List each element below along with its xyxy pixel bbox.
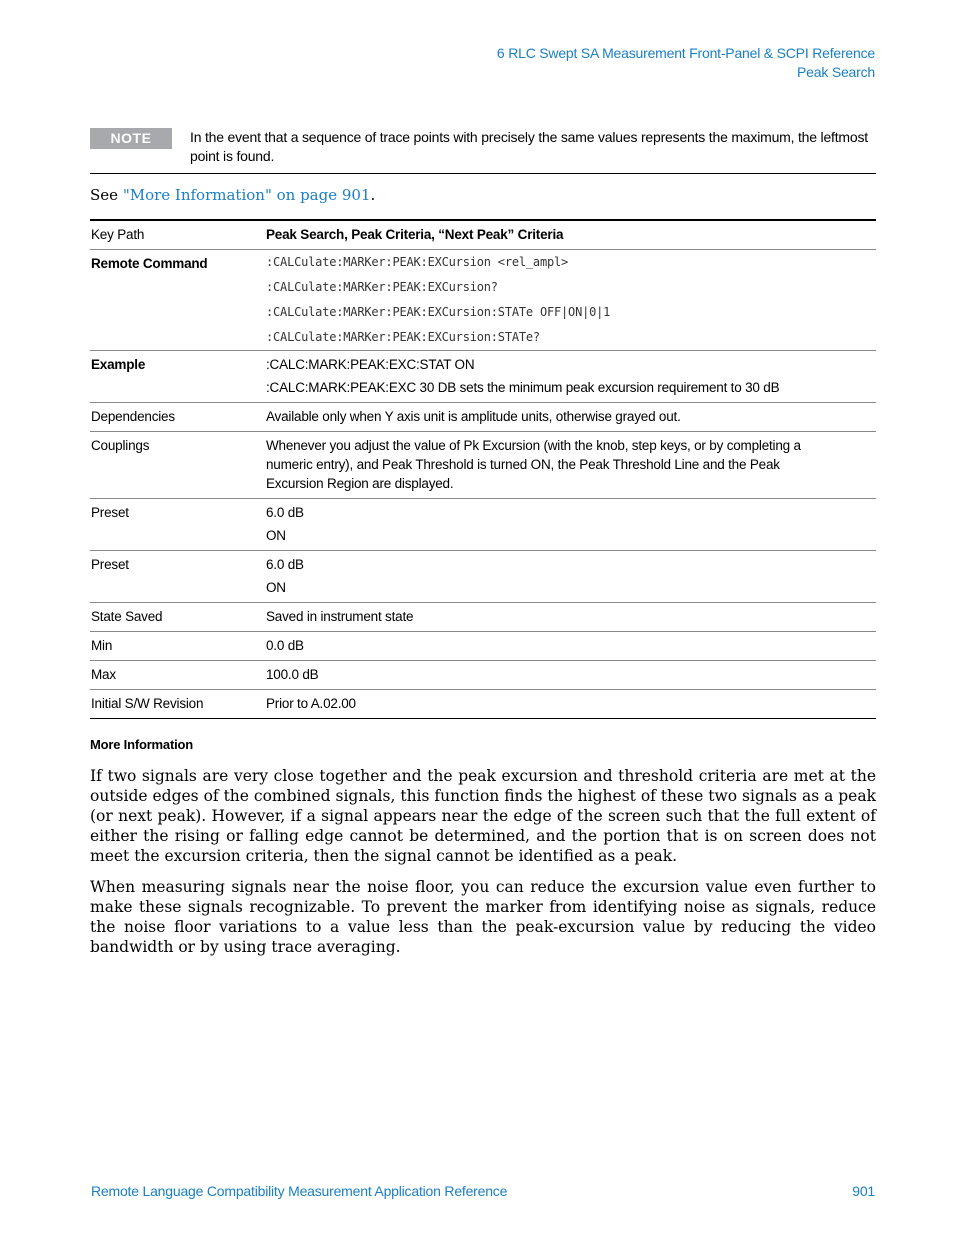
page-footer bbox=[91, 1182, 875, 1201]
footer-title: Remote Language Compatibility Measurement Application Reference bbox=[91, 1183, 508, 1199]
see-reference bbox=[90, 185, 375, 205]
table-row bbox=[90, 603, 876, 632]
example-line: :CALC:MARK:PEAK:EXC:STAT ON bbox=[266, 357, 475, 372]
row-label: State Saved bbox=[90, 603, 265, 632]
page-number: 901 bbox=[852, 1183, 875, 1199]
row-label: Dependencies bbox=[90, 403, 265, 432]
table-row bbox=[90, 403, 876, 432]
note-badge: NOTE bbox=[90, 128, 172, 149]
preset-value: ON bbox=[266, 580, 286, 595]
row-label: Preset bbox=[90, 551, 265, 603]
body-paragraph: When measuring signals near the noise floor, you can reduce the excursion value even further to make these signals recognizable. To prevent the marker from identifying noise as signals, reduce the noise floor variations to a value less than the peak-excursion value by reducing the video bandwidth or by using trace averaging. bbox=[90, 878, 876, 956]
scpi-command: :CALCulate:MARKer:PEAK:EXCursion:STATe? bbox=[266, 330, 540, 344]
preset-value: 6.0 dB bbox=[266, 557, 304, 572]
table-row bbox=[90, 250, 876, 351]
table-row bbox=[90, 632, 876, 661]
row-label: Initial S/W Revision bbox=[91, 696, 204, 711]
example-line: :CALC:MARK:PEAK:EXC 30 DB sets the minimum peak excursion requirement to 30 dB bbox=[266, 380, 780, 395]
table-row bbox=[90, 551, 876, 603]
scpi-command: :CALCulate:MARKer:PEAK:EXCursion <rel_ampl> bbox=[266, 255, 569, 269]
state-saved-value: Saved in instrument state bbox=[265, 603, 876, 632]
min-value: 0.0 dB bbox=[265, 632, 876, 661]
row-label: Couplings bbox=[90, 432, 265, 499]
row-label: Remote Command bbox=[90, 250, 265, 351]
preset-value: ON bbox=[266, 528, 286, 543]
note-text: In the event that a sequence of trace points with precisely the same values represents the maximum, the leftmost point is found. bbox=[190, 129, 868, 164]
table-row bbox=[90, 661, 876, 690]
running-header bbox=[497, 44, 875, 82]
table-row bbox=[90, 220, 876, 250]
more-information-link[interactable]: "More Information" on page 901 bbox=[122, 186, 371, 204]
table-row bbox=[90, 499, 876, 551]
table-row bbox=[90, 351, 876, 403]
max-value: 100.0 dB bbox=[265, 661, 876, 690]
body-paragraph: If two signals are very close together and the peak excursion and threshold criteria are met at the outside edges of the combined signals, this function finds the highest of these two signals as a peak (or next peak). However, if a signal appears near the edge of the screen such that the full extent of either the rising or falling edge cannot be determined, and the portion that is on screen does not meet the excursion criteria, then the signal cannot be identified as a peak. bbox=[90, 767, 876, 865]
scpi-command: :CALCulate:MARKer:PEAK:EXCursion:STATe OFF|ON|0|1 bbox=[266, 305, 611, 319]
table-row bbox=[90, 690, 876, 719]
row-label: Max bbox=[90, 661, 265, 690]
reference-table bbox=[90, 219, 876, 719]
row-label: Preset bbox=[90, 499, 265, 551]
row-label: Key Path bbox=[90, 220, 265, 250]
revision-value: Prior to A.02.00 bbox=[266, 696, 356, 711]
see-prefix: See bbox=[90, 186, 123, 204]
table-row bbox=[90, 432, 876, 499]
more-information-heading: More Information bbox=[90, 737, 193, 752]
see-suffix: . bbox=[370, 186, 376, 204]
section-title: Peak Search bbox=[797, 64, 875, 80]
row-label: Example bbox=[90, 351, 265, 403]
scpi-command: :CALCulate:MARKer:PEAK:EXCursion? bbox=[266, 280, 498, 294]
note-divider bbox=[90, 173, 876, 174]
key-path-value: Peak Search, Peak Criteria, “Next Peak” Criteria bbox=[265, 220, 876, 250]
couplings-value: Whenever you adjust the value of Pk Excursion (with the knob, step keys, or by completing a numeric entry), and Peak Threshold is turned ON, the Peak Threshold Line and the Peak Excursion Region are displayed. bbox=[265, 432, 876, 499]
chapter-title: 6 RLC Swept SA Measurement Front-Panel & SCPI Reference bbox=[496, 45, 875, 61]
row-label: Min bbox=[90, 632, 265, 661]
preset-value: 6.0 dB bbox=[266, 505, 304, 520]
dependencies-value: Available only when Y axis unit is amplitude units, otherwise grayed out. bbox=[265, 403, 876, 432]
